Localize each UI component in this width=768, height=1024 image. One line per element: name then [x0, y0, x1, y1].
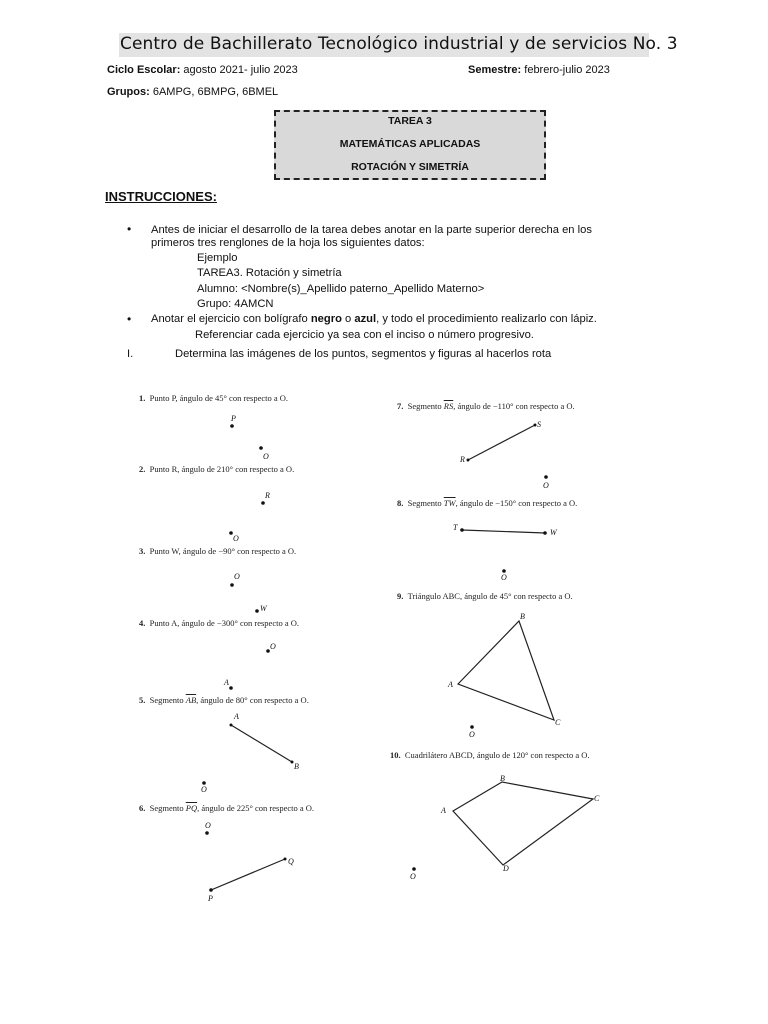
e1-num: 1.: [139, 393, 146, 403]
e7-post: , ángulo de −110° con respecto a O.: [453, 401, 575, 411]
school-title: Centro de Bachillerato Tecnológico industrial y de servicios No. 3: [120, 34, 678, 54]
e2-text: Punto R, ángulo de 210° con respecto a O.: [149, 464, 295, 474]
label-b-5: B: [294, 762, 299, 771]
label-a-5: A: [234, 712, 239, 721]
grupos-label: Grupos:: [107, 86, 150, 98]
point-r-2: [261, 501, 265, 505]
point-o-7: [544, 475, 548, 479]
point-o-10: [412, 867, 416, 871]
e6-pre: Segmento: [149, 803, 186, 813]
triangle-abc: [458, 621, 554, 720]
label-a-4: A: [224, 678, 229, 687]
e6-seg: $\overline{PQ}$: [185, 803, 198, 813]
e6-post: , ángulo de 225° con respecto a O.: [197, 803, 315, 813]
b2-azul: azul: [354, 313, 377, 325]
point-p-6: [209, 888, 213, 892]
section-number: I.: [127, 348, 134, 360]
ciclo-value: agosto 2021- julio 2023: [183, 64, 298, 76]
label-o-3: O: [234, 572, 240, 581]
e9-num: 9.: [397, 591, 404, 601]
example-grupo: Grupo: 4AMCN: [197, 298, 274, 310]
point-o-9: [470, 725, 474, 729]
section-text: Determina las imágenes de los puntos, segmentos y figuras al hacerlos rota: [175, 348, 552, 360]
semestre-label: Semestre:: [468, 64, 522, 76]
e5-post: , ángulo de 80° con respecto a O.: [196, 695, 309, 705]
e5-pre: Segmento: [149, 695, 186, 705]
label-o-8: O: [501, 573, 507, 582]
e3-num: 3.: [139, 546, 146, 556]
example-alumno: Alumno: <Nombre(s)_Apellido paterno_Apellido Materno>: [197, 283, 485, 295]
e10-num: 10.: [390, 750, 401, 760]
point-q-6: [284, 858, 287, 861]
point-o-6: [205, 831, 209, 835]
e7-pre: Segmento: [407, 401, 444, 411]
label-p-6: P: [208, 894, 213, 903]
ciclo-label: Ciclo Escolar:: [107, 64, 181, 76]
e1-text: Punto P, ángulo de 45° con respecto a O.: [149, 393, 289, 403]
task-topic: ROTACIÓN Y SIMETRÍA: [351, 161, 469, 173]
label-w-8: W: [550, 528, 557, 537]
e7-num: 7.: [397, 401, 404, 411]
e10-text: Cuadrilátero ABCD, ángulo de 120° con respecto a O.: [404, 750, 590, 760]
point-a-5: [230, 724, 233, 727]
e5-num: 5.: [139, 695, 146, 705]
label-b-9: B: [520, 612, 525, 621]
task-subject: MATEMÁTICAS APLICADAS: [339, 138, 481, 150]
task-title: TAREA 3: [388, 115, 432, 127]
e8-num: 8.: [397, 498, 404, 508]
e9-text: Triángulo ABC, ángulo de 45° con respecto a O.: [407, 591, 573, 601]
e4-num: 4.: [139, 618, 146, 628]
b2-post: , y todo el procedimiento realizarlo con lápiz.: [376, 313, 597, 325]
label-c-9: C: [555, 718, 561, 727]
point-a-4: [229, 686, 233, 690]
e4-text: Punto A, ángulo de −300° con respecto a O.: [149, 618, 299, 628]
label-q-6: Q: [288, 857, 294, 866]
example-label: Ejemplo: [197, 252, 238, 264]
label-o-10: O: [410, 872, 416, 881]
b2-negro: negro: [310, 313, 342, 325]
label-o-7: O: [543, 481, 549, 490]
e2-num: 2.: [139, 464, 146, 474]
label-o-6: O: [205, 821, 211, 830]
label-o-5: O: [201, 785, 207, 794]
label-r-2: R: [265, 491, 270, 500]
bullet-1: •: [127, 222, 132, 236]
point-o-1: [259, 446, 263, 450]
bullet-1-line-2: primeros tres renglones de la hoja los siguientes datos:: [151, 237, 425, 249]
b2-pre: Anotar el ejercicio con bolígrafo: [151, 313, 311, 325]
grupos-value: 6AMPG, 6BMPG, 6BMEL: [152, 86, 279, 98]
e8-post: , ángulo de −150° con respecto a O.: [455, 498, 578, 508]
label-w-3: W: [260, 604, 267, 613]
bullet-2-line-2: Referenciar cada ejercicio ya sea con el inciso o número progresivo.: [195, 329, 534, 341]
label-c-10: C: [594, 794, 600, 803]
instructions-heading: INSTRUCCIONES:: [105, 189, 217, 204]
point-w-3: [255, 609, 259, 613]
bullet-1-line-1: Antes de iniciar el desarrollo de la tarea debes anotar en la parte superior derecha en los: [151, 224, 592, 236]
label-t-8: T: [453, 523, 458, 532]
label-a-9: A: [448, 680, 453, 689]
label-o-1: O: [263, 452, 269, 461]
segment-tw: [462, 530, 545, 533]
point-p-1: [230, 424, 234, 428]
label-d-10: D: [503, 864, 509, 873]
label-a-10: A: [441, 806, 446, 815]
e5-seg: $\overline{AB}$: [185, 695, 197, 705]
semestre-value: febrero-julio 2023: [524, 64, 610, 76]
point-t-8: [460, 528, 464, 532]
label-s-7: S: [537, 420, 541, 429]
e8-seg: $\overline{TW}$: [443, 498, 456, 508]
point-r-7: [467, 459, 470, 462]
e7-seg: $\overline{RS}$: [443, 401, 454, 411]
label-o-2: O: [233, 534, 239, 543]
b2-mid: o: [341, 313, 355, 325]
e6-num: 6.: [139, 803, 146, 813]
label-o-9: O: [469, 730, 475, 739]
label-r-7: R: [460, 455, 465, 464]
bullet-2: •: [127, 312, 132, 326]
point-o-3: [230, 583, 234, 587]
label-o-4: O: [270, 642, 276, 651]
segment-rs: [468, 425, 535, 460]
quadrilateral-abcd: [453, 782, 593, 865]
segment-pq: [211, 859, 285, 890]
label-p-1: P: [231, 414, 236, 423]
point-w-8: [543, 531, 547, 535]
e3-text: Punto W, ángulo de −90° con respecto a O.: [149, 546, 297, 556]
e8-pre: Segmento: [407, 498, 444, 508]
example-tarea: TAREA3. Rotación y simetría: [197, 267, 342, 279]
segment-ab: [231, 725, 292, 762]
label-b-10: B: [500, 774, 505, 783]
